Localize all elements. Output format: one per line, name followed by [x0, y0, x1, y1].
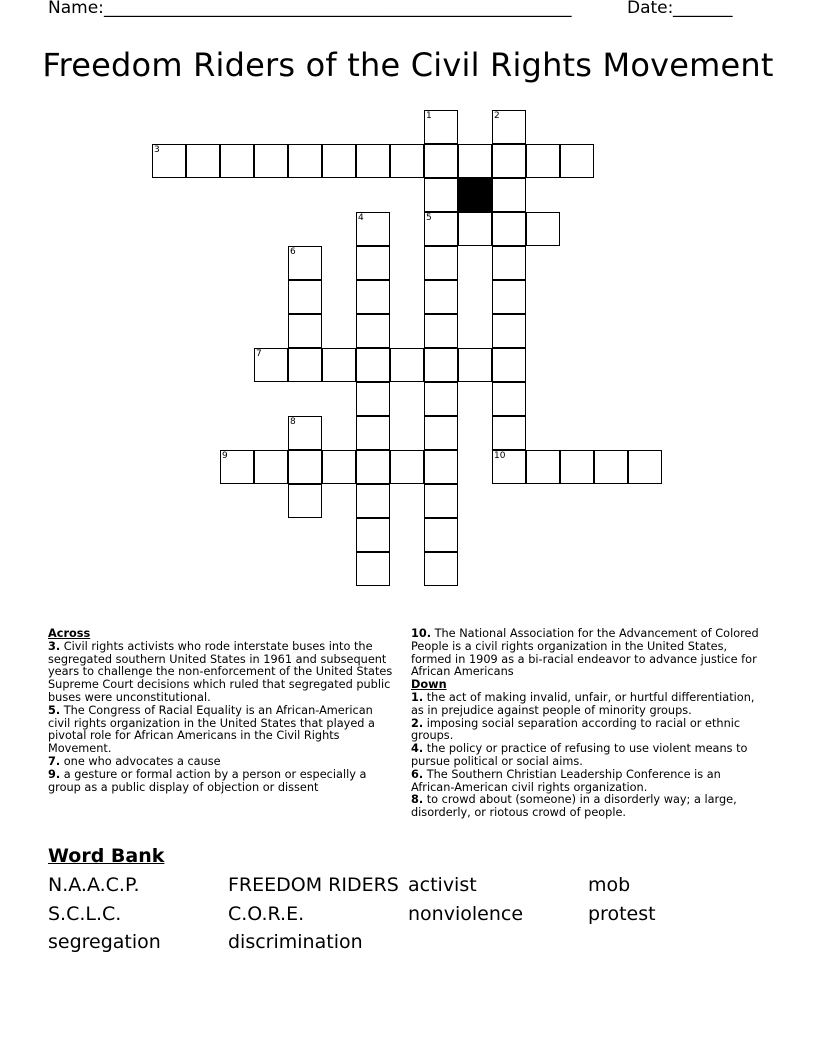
clue-number: 2.: [411, 716, 424, 730]
crossword-cell[interactable]: [492, 382, 526, 416]
word-bank-item: FREEDOM RIDERS: [228, 874, 399, 896]
crossword-cell[interactable]: [288, 246, 322, 280]
cell-number: 7: [256, 349, 262, 359]
clues-right-column: [411, 628, 763, 820]
crossword-cell[interactable]: [424, 212, 458, 246]
crossword-cell[interactable]: [356, 552, 390, 586]
crossword-cell[interactable]: [492, 450, 526, 484]
crossword-cell[interactable]: [288, 144, 322, 178]
down-heading: Down: [411, 678, 447, 692]
crossword-cell[interactable]: [424, 280, 458, 314]
clue-text: The Southern Christian Leadership Conference is an African-American civil rights organization.: [411, 767, 721, 794]
clue-number: 5.: [48, 703, 61, 717]
crossword-cell[interactable]: [356, 144, 390, 178]
crossword-cell[interactable]: [424, 450, 458, 484]
crossword-cell[interactable]: [424, 348, 458, 382]
clue-text: one who advocates a cause: [60, 754, 221, 768]
clue-across-3: [48, 641, 398, 705]
crossword-cell[interactable]: [288, 314, 322, 348]
clue-text: imposing social separation according to racial or ethnic groups.: [411, 716, 741, 743]
clues-left-column: [48, 628, 398, 794]
crossword-cell[interactable]: [356, 416, 390, 450]
clue-across-9: [48, 769, 398, 795]
crossword-cell[interactable]: [254, 144, 288, 178]
crossword-cell[interactable]: [356, 212, 390, 246]
clue-number: 10.: [411, 627, 432, 640]
crossword-cell[interactable]: [560, 450, 594, 484]
cell-number: 6: [290, 247, 296, 257]
crossword-cell[interactable]: [152, 144, 186, 178]
word-bank-item: protest: [588, 903, 656, 925]
crossword-cell[interactable]: [356, 280, 390, 314]
crossword-cell[interactable]: [458, 348, 492, 382]
crossword-cell[interactable]: [424, 382, 458, 416]
crossword-cell[interactable]: [492, 144, 526, 178]
crossword-cell[interactable]: [560, 144, 594, 178]
name-label: Name:: [48, 0, 104, 18]
word-bank-item: N.A.A.C.P.: [48, 874, 140, 896]
crossword-cell[interactable]: [492, 348, 526, 382]
crossword-cell[interactable]: [424, 552, 458, 586]
clue-text: a gesture or formal action by a person or especially a group as a public display of objection or dissent: [48, 767, 367, 794]
name-field[interactable]: _______________________________________________________: [104, 0, 572, 18]
crossword-cell[interactable]: [356, 450, 390, 484]
cell-number: 8: [290, 417, 296, 427]
cell-number: 5: [426, 213, 432, 223]
clue-text: The National Association for the Advancement of Colored People is a civil rights organization in the United States, formed in 1909 as a bi-racial endeavor to advance justice for African Americans: [411, 627, 759, 679]
clue-down-2: [411, 718, 763, 744]
word-bank-item: nonviolence: [408, 903, 524, 925]
page-title: Freedom Riders of the Civil Rights Movement: [42, 46, 774, 84]
crossword-cell[interactable]: [526, 144, 560, 178]
crossword-cell[interactable]: [628, 450, 662, 484]
crossword-cell[interactable]: [254, 348, 288, 382]
clue-down-6: [411, 769, 763, 795]
crossword-cell[interactable]: [594, 450, 628, 484]
crossword-cell[interactable]: [424, 246, 458, 280]
crossword-cell[interactable]: [424, 416, 458, 450]
crossword-cell[interactable]: [424, 518, 458, 552]
clue-down-8: [411, 794, 763, 820]
cell-number: 1: [426, 111, 432, 121]
clue-across-10: [411, 628, 763, 679]
crossword-cell[interactable]: [526, 450, 560, 484]
crossword-cell[interactable]: [186, 144, 220, 178]
crossword-cell[interactable]: [390, 144, 424, 178]
clue-text: to crowd about (someone) in a disorderly way; a large, disorderly, or riotous crowd of people.: [411, 793, 737, 820]
crossword-cell[interactable]: [458, 144, 492, 178]
clue-number: 6.: [411, 767, 424, 781]
cell-number: 10: [494, 451, 506, 461]
crossword-cell[interactable]: [492, 246, 526, 280]
clue-down-1: [411, 692, 763, 718]
crossword-cell[interactable]: [424, 144, 458, 178]
crossword-cell[interactable]: [390, 450, 424, 484]
crossword-cell[interactable]: [220, 144, 254, 178]
crossword-cell[interactable]: [492, 178, 526, 212]
crossword-cell[interactable]: [424, 178, 458, 212]
crossword-cell[interactable]: [492, 314, 526, 348]
crossword-cell[interactable]: [356, 246, 390, 280]
clue-text: Civil rights activists who rode interstate buses into the segregated southern United States in 1961 and subsequent years to challenge the non-enforcement of the United States Supreme Court decisions which ruled that segregated public buses were unconstitutional.: [48, 639, 393, 704]
crossword-cell[interactable]: [424, 484, 458, 518]
crossword-cell[interactable]: [458, 212, 492, 246]
cell-number: 9: [222, 451, 228, 461]
black-cell: [458, 178, 492, 212]
crossword-cell[interactable]: [356, 484, 390, 518]
crossword-cell[interactable]: [424, 314, 458, 348]
crossword-cell[interactable]: [356, 314, 390, 348]
cell-number: 3: [154, 145, 160, 155]
clue-text: The Congress of Racial Equality is an African-American civil rights organization in the United States that played a pivotal role for African Americans in the Civil Rights Movement.: [48, 703, 375, 756]
crossword-cell[interactable]: [356, 518, 390, 552]
word-bank-item: discrimination: [228, 931, 363, 953]
clue-number: 8.: [411, 793, 424, 807]
clue-number: 3.: [48, 639, 61, 653]
clue-text: the act of making invalid, unfair, or hurtful differentiation, as in prejudice against people of minority groups.: [411, 690, 755, 717]
crossword-cell[interactable]: [356, 348, 390, 382]
word-bank-item: segregation: [48, 931, 161, 953]
date-field[interactable]: _______: [673, 0, 733, 18]
clue-across-5: [48, 705, 398, 756]
date-label: Date:: [627, 0, 674, 18]
clue-down-4: [411, 743, 763, 769]
word-bank-item: S.C.L.C.: [48, 903, 122, 925]
crossword-cell[interactable]: [390, 348, 424, 382]
word-bank-item: C.O.R.E.: [228, 903, 305, 925]
clue-number: 1.: [411, 690, 424, 704]
crossword-cell[interactable]: [492, 110, 526, 144]
crossword-cell[interactable]: [288, 416, 322, 450]
clue-number: 4.: [411, 742, 424, 756]
crossword-cell[interactable]: [492, 416, 526, 450]
cell-number: 2: [494, 111, 500, 121]
crossword-cell[interactable]: [288, 348, 322, 382]
crossword-cell[interactable]: [220, 450, 254, 484]
word-bank-title: Word Bank: [48, 845, 165, 867]
crossword-cell[interactable]: [492, 280, 526, 314]
crossword-cell[interactable]: [322, 144, 356, 178]
crossword-cell[interactable]: [322, 450, 356, 484]
word-bank-item: activist: [408, 874, 477, 896]
crossword-cell[interactable]: [492, 212, 526, 246]
word-bank-item: mob: [588, 874, 631, 896]
across-heading: Across: [48, 627, 91, 640]
clue-number: 7.: [48, 754, 61, 768]
cell-number: 4: [358, 213, 364, 223]
clue-number: 9.: [48, 767, 61, 781]
crossword-cell[interactable]: [288, 450, 322, 484]
crossword-cell[interactable]: [288, 280, 322, 314]
crossword-cell[interactable]: [526, 212, 560, 246]
clue-text: the policy or practice of refusing to use violent means to pursue political or social aims.: [411, 742, 748, 768]
crossword-cell[interactable]: [356, 382, 390, 416]
crossword-cell[interactable]: [288, 484, 322, 518]
crossword-cell[interactable]: [322, 348, 356, 382]
crossword-cell[interactable]: [254, 450, 288, 484]
crossword-cell[interactable]: [424, 110, 458, 144]
